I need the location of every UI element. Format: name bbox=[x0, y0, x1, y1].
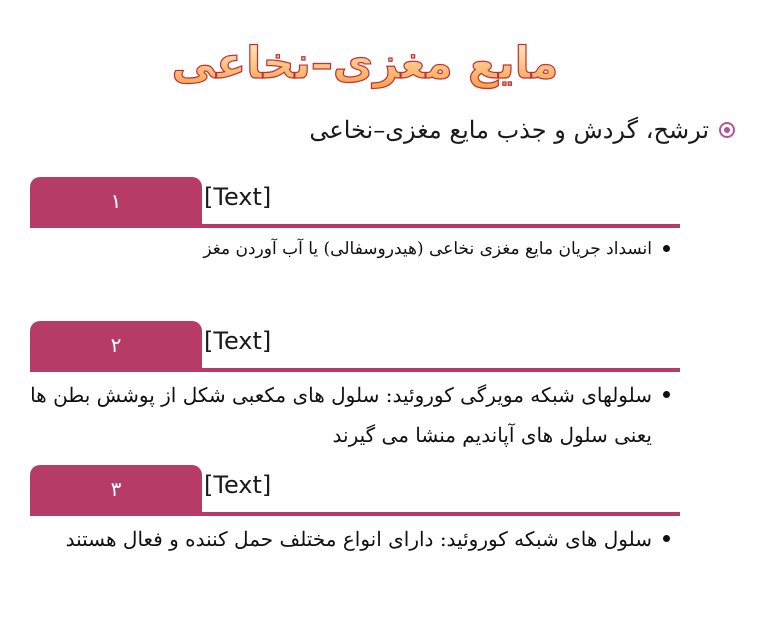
section-body bbox=[30, 519, 652, 559]
slide-title-text: مایع مغزی–نخاعی bbox=[171, 38, 559, 89]
section-number-tab: ۲ bbox=[30, 321, 202, 369]
ring-bullet-icon bbox=[719, 122, 735, 138]
section-1 bbox=[30, 177, 680, 287]
section-divider bbox=[30, 512, 680, 516]
section-body-text: انسداد جریان مایع مغزی نخاعی (هیدروسفالی) یا آب آوردن مغز bbox=[203, 239, 652, 259]
section-body-text: سلولهای شبکه مویرگی کوروئید: سلول های مکعبی شکل از پوشش بطن ها یعنی سلول های آپاندیم منشا می گیرند bbox=[30, 383, 652, 447]
section-body bbox=[30, 375, 652, 455]
bullet-icon bbox=[663, 245, 670, 252]
section-body-text: سلول های شبکه کوروئید: دارای انواع مختلف حمل کننده و فعال هستند bbox=[65, 527, 652, 551]
section-body bbox=[30, 231, 652, 267]
section-label: [Text] bbox=[204, 471, 272, 499]
section-2 bbox=[30, 321, 680, 451]
section-number-tab: ۳ bbox=[30, 465, 202, 513]
section-divider bbox=[30, 368, 680, 372]
section-3 bbox=[30, 465, 680, 595]
subtitle-line bbox=[250, 116, 735, 150]
section-number-tab: ۱ bbox=[30, 177, 202, 225]
bullet-icon bbox=[663, 535, 670, 542]
slide-title bbox=[150, 28, 580, 96]
section-label: [Text] bbox=[204, 183, 272, 211]
bullet-icon bbox=[663, 391, 670, 398]
section-label: [Text] bbox=[204, 327, 272, 355]
section-divider bbox=[30, 224, 680, 228]
subtitle-text: ترشح، گردش و جذب مایع مغزی–نخاعی bbox=[309, 116, 709, 144]
